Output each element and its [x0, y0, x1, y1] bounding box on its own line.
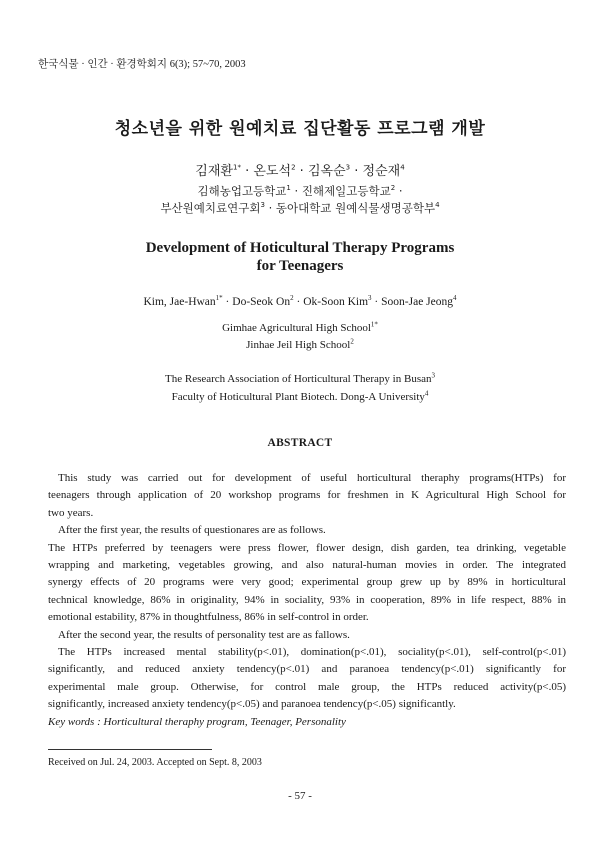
korean-author-name: 김재환 — [195, 164, 233, 179]
korean-author-sup: 2 — [291, 163, 296, 172]
english-affiliation-3 — [0, 373, 600, 385]
korean-affiliation: 진해제일고등학교 — [301, 184, 391, 198]
abstract-line: After the second year, the results of personality test are as fallows. — [58, 628, 350, 641]
english-affiliation-name: The Research Association of Horticultural Therapy in Busan — [165, 373, 432, 385]
abstract-heading: ABSTRACT — [267, 437, 333, 449]
korean-author-name: 정순재 — [362, 164, 401, 179]
korean-affiliation-line-2 — [0, 200, 600, 216]
abstract-line: synergy effects of 20 programs were very good; experimental group grew up by 89% in horticultural — [48, 576, 566, 589]
english-author-name: Soon-Jae Jeong — [381, 296, 454, 308]
english-affiliation-2 — [0, 339, 600, 351]
abstract-line: teenagers through application of 20 workshop programs for freshmen in K Agricultural High School for — [48, 489, 566, 502]
separator: · — [354, 164, 359, 179]
separator: · — [268, 201, 273, 215]
abstract-line: significantly, and reduced anxiety tendency(p<.01) and paranoea tendency(p<.01) significantly for — [48, 663, 566, 676]
footnote-divider — [48, 749, 212, 750]
separator: · — [374, 296, 379, 308]
keywords: Key words : Horticultural theraphy program, Teenager, Personality — [48, 715, 346, 728]
english-affiliation-sup: 4 — [424, 389, 429, 398]
korean-author-sup: 1* — [232, 163, 241, 172]
english-affiliation-1 — [0, 322, 600, 334]
korean-affiliation-sup: 2 — [390, 184, 396, 193]
separator: · — [398, 184, 403, 198]
english-author-sup: 2 — [290, 294, 294, 303]
received-date: Received on Jul. 24, 2003. Accepted on Sept. 8, 2003 — [48, 757, 262, 768]
english-authors — [0, 296, 600, 308]
english-affiliation-sup: 1* — [370, 320, 378, 329]
korean-affiliation-sup: 3 — [260, 201, 265, 210]
english-author-name: Kim, Jae-Hwan — [143, 296, 216, 308]
separator: · — [294, 184, 299, 198]
korean-affiliation: 부산원예치료연구회 — [160, 201, 261, 215]
korean-author-sup: 3 — [345, 163, 351, 172]
abstract-line: significantly, increased anxiety tendency(p<.05) and paranoea tendency(p<.05) significantly. — [48, 698, 456, 711]
korean-author-sup: 4 — [400, 163, 405, 172]
abstract-line: wrapping and marketing, vegetables growing, and also natural-human movies in order. The integrated — [48, 559, 566, 572]
abstract-line: two years. — [48, 506, 94, 519]
korean-author-name: 김옥순 — [307, 164, 346, 179]
english-author-sup: 1* — [215, 294, 223, 303]
english-author-sup: 3 — [368, 294, 372, 303]
abstract-line: The HTPs preferred by teenagers were press flower, flower design, dish garden, tea drinking, vegetable — [48, 541, 566, 554]
abstract-body — [48, 470, 566, 731]
korean-affiliation-sup: 4 — [435, 201, 440, 210]
separator: · — [225, 296, 230, 308]
english-affiliation-name: Faculty of Hoticultural Plant Biotech. Dong-A University — [171, 391, 425, 403]
korean-affiliation-sup: 1 — [286, 184, 291, 193]
english-affiliation-name: Jinhae Jeil High School — [246, 339, 351, 351]
english-author-sup: 4 — [453, 294, 457, 303]
korean-affiliation: 동아대학교 원예식물생명공학부 — [275, 201, 436, 215]
separator: · — [299, 164, 304, 179]
abstract-line: This study was carried out for development of useful horticultural theraphy programs(HTPs) for — [58, 472, 566, 484]
korean-affiliation: 김해농업고등학교 — [197, 184, 287, 198]
abstract-line: technical knowledge, 86% in originality, 94% in sociality, 93% in cooperation, 89% in life respect, 88% in — [48, 593, 566, 606]
korean-affiliation-line-1 — [0, 183, 600, 199]
journal-citation: 한국식물 · 인간 · 환경학회지 6(3); 57~70, 2003 — [38, 59, 246, 70]
english-affiliation-sup: 3 — [431, 371, 435, 380]
english-affiliation-name: Gimhae Agricultural High School — [222, 322, 371, 334]
page-number: - 57 - — [288, 790, 312, 802]
english-affiliation-4 — [0, 391, 600, 403]
english-title-line-2: for Teenagers — [256, 258, 344, 274]
korean-author-name: 온도석 — [253, 164, 292, 179]
english-affiliation-sup: 2 — [350, 337, 354, 346]
korean-title: 청소년을 위한 원예치료 집단활동 프로그램 개발 — [114, 119, 486, 139]
english-author-name: Do-Seok On — [232, 296, 291, 308]
separator: · — [296, 296, 301, 308]
abstract-line: emotional estability, 87% in thoughtfulness, 86% in self-control in order. — [48, 611, 369, 624]
korean-authors — [0, 160, 600, 179]
abstract-line: The HTPs increased mental stability(p<.01), domination(p<.01), sociality(p<.01), self-control(p<.01) — [58, 646, 566, 659]
english-title-line-1: Development of Hoticultural Therapy Programs — [145, 240, 455, 256]
abstract-line: After the first year, the results of questionares are as follows. — [58, 524, 326, 537]
separator: · — [245, 164, 250, 179]
abstract-line: experimental male group. Otherwise, for control male group, the HTPs reduced activity(p<.05) — [48, 680, 566, 693]
english-author-name: Ok-Soon Kim — [303, 296, 369, 308]
